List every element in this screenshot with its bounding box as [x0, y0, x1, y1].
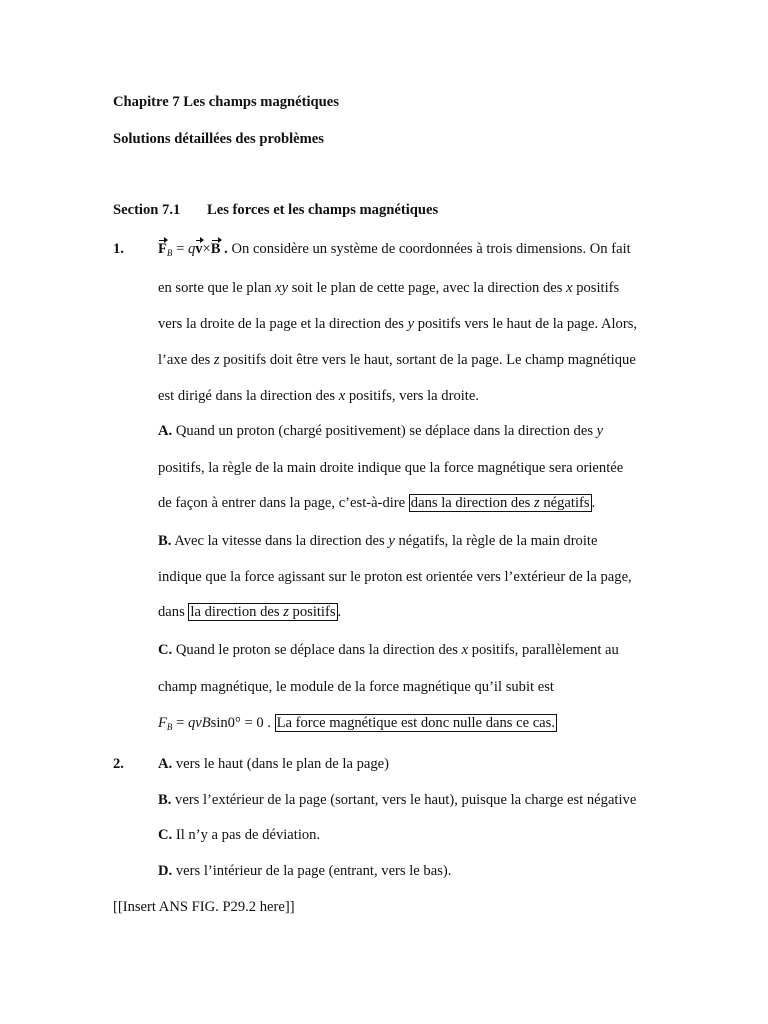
figure-placeholder: [[Insert ANS FIG. P29.2 here]] [113, 899, 295, 915]
part-a-label: A. [158, 756, 173, 772]
problem-1-intro-line-3: vers la droite de la page et la direction des y positifs vers le haut de la page. Alors, [158, 316, 638, 332]
chapter-title: Chapitre 7 Les champs magnétiques [113, 94, 339, 110]
force-vector-symbol: F [158, 241, 167, 257]
problem-1-number: 1. [113, 241, 124, 257]
answer-box-a: dans la direction des z négatifs [410, 495, 590, 511]
part-c-label: C. [158, 827, 173, 843]
answer-box-b: la direction des z positifs [190, 604, 336, 620]
subtitle: Solutions détaillées des problèmes [113, 131, 324, 147]
part-c-label: C. [158, 642, 173, 658]
force-equation: $F_B = qv\times B$ . [158, 241, 228, 258]
section-number: Section 7.1 [113, 202, 181, 218]
section-title: Les forces et les champs magnétiques [207, 202, 439, 218]
problem-2-number: 2. [113, 756, 124, 772]
problem-2-part-b: B. vers l’extérieur de la page (sortant, vers le haut), puisque la charge est négative [158, 792, 637, 808]
problem-1-part-a-line-2: positifs, la règle de la main droite indique que la force magnétique sera orientée [158, 460, 624, 476]
problem-2-part-c: C. Il n’y a pas de déviation. [158, 827, 321, 843]
problem-1-part-a-line-1: A. Quand un proton (chargé positivement) se déplace dans la direction des y [158, 423, 604, 439]
field-vector-symbol: B [210, 241, 221, 257]
problem-1-part-b-line-1: B. Avec la vitesse dans la direction des y négatifs, la règle de la main droite [158, 533, 598, 549]
part-d-label: D. [158, 863, 173, 879]
problem-1-part-c-line-3: $F_B = qvBsin0^\circ = 0$ . La force magnétique est donc nulle dans ce cas. [158, 715, 555, 732]
problem-1-part-b-line-2: indique que la force agissant sur le proton est orientée vers l’extérieur de la page, [158, 569, 632, 585]
force-magnitude-symbol: F [158, 715, 167, 731]
problem-1-part-c-line-2: champ magnétique, le module de la force magnétique qu’il subit est [158, 679, 554, 695]
velocity-vector-symbol: v [195, 241, 203, 257]
problem-1-part-c-line-1: C. Quand le proton se déplace dans la direction des x positifs, parallèlement au [158, 642, 619, 658]
problem-1-part-b-line-3: dans la direction des z positifs . [158, 604, 342, 620]
force-subscript: B [166, 248, 173, 258]
part-b-label: B. [158, 533, 172, 549]
problem-1-intro-line-1: $F_B = qv\times B$ . On considère un système de coordonnées à trois dimensions. On fait [158, 241, 631, 258]
problem-1-intro-line-5: est dirigé dans la direction des x positifs, vers la droite. [158, 388, 479, 404]
part-a-label: A. [158, 423, 173, 439]
problem-2-part-d: D. vers l’intérieur de la page (entrant, vers le bas). [158, 863, 452, 879]
answer-box-c: La force magnétique est donc nulle dans ce cas. [276, 715, 555, 731]
problem-1-intro-line-4: l’axe des z positifs doit être vers le haut, sortant de la page. Le champ magnétique [158, 352, 636, 368]
part-b-label: B. [158, 792, 172, 808]
problem-1-intro-line-2: en sorte que le plan xy soit le plan de cette page, avec la direction des x positifs [158, 280, 620, 296]
problem-2-part-a: A. vers le haut (dans le plan de la page) [158, 756, 389, 772]
problem-1-part-a-line-3: de façon à entrer dans la page, c’est-à-dire dans la direction des z négatifs . [158, 495, 596, 511]
